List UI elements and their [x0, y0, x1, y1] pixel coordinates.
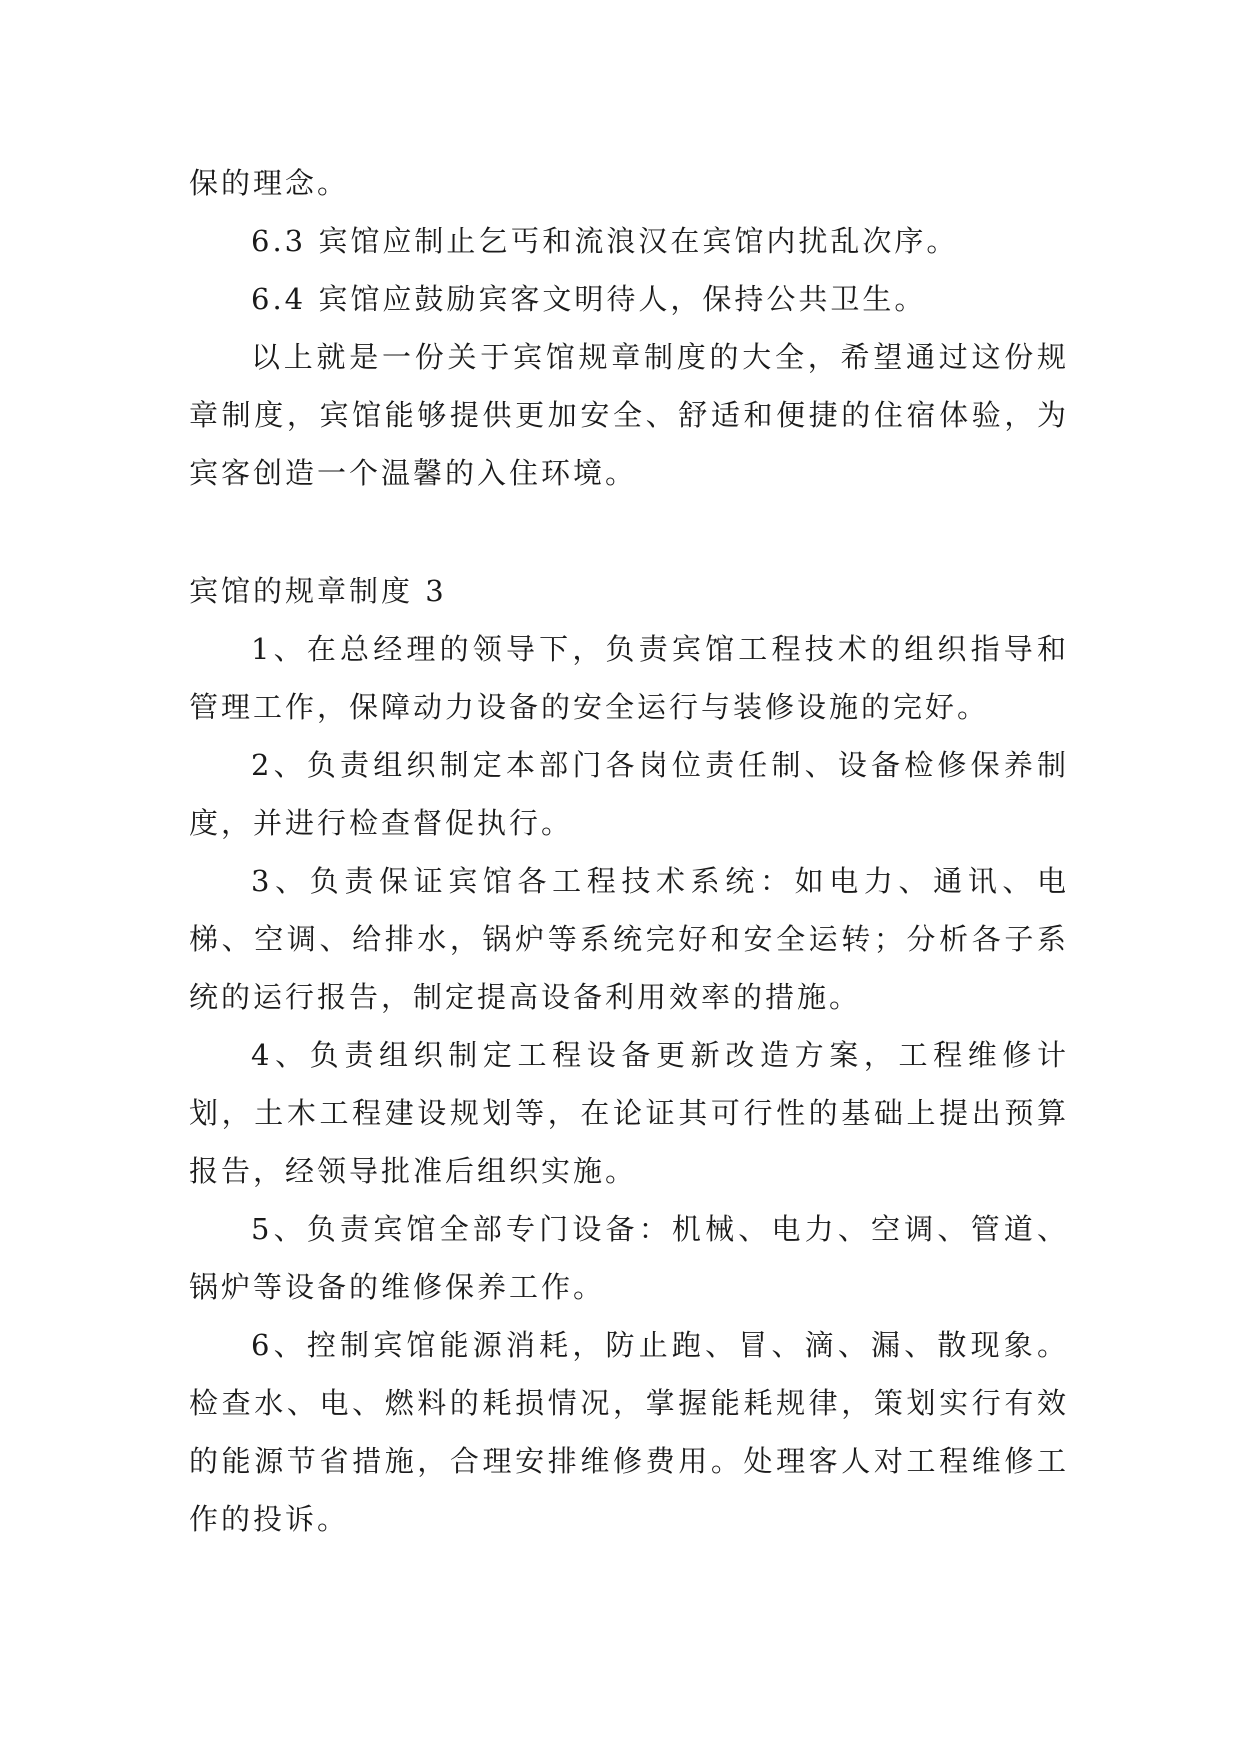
section-3-block	[189, 562, 1069, 1548]
section-title: 宾馆的规章制度 3	[189, 574, 447, 608]
section-item-2: 2、负责组织制定本部门各岗位责任制、设备检修保养制度，并进行检查督促执行。	[189, 748, 1069, 840]
section-item-1: 1、在总经理的领导下，负责宾馆工程技术的组织指导和管理工作，保障动力设备的安全运行与装修设施的完好。	[189, 632, 1069, 724]
paragraph-6-3: 6.3 宾馆应制止乞丐和流浪汉在宾馆内扰乱次序。	[251, 224, 959, 258]
section-item-6: 6、控制宾馆能源消耗，防止跑、冒、滴、漏、散现象。检查水、电、燃料的耗损情况，掌握能耗规律，策划实行有效的能源节省措施，合理安排维修费用。处理客人对工程维修工作的投诉。	[189, 1328, 1069, 1536]
section-item-3: 3、负责保证宾馆各工程技术系统：如电力、通讯、电梯、空调、给排水，锅炉等系统完好和安全运转；分析各子系统的运行报告，制定提高设备利用效率的措施。	[189, 864, 1069, 1014]
paragraph-summary: 以上就是一份关于宾馆规章制度的大全，希望通过这份规章制度，宾馆能够提供更加安全、舒适和便捷的住宿体验，为宾客创造一个温馨的入住环境。	[189, 340, 1069, 490]
paragraph-continuation: 保的理念。	[189, 166, 350, 200]
section-item-4: 4、负责组织制定工程设备更新改造方案，工程维修计划，土木工程建设规划等，在论证其可行性的基础上提出预算报告，经领导批准后组织实施。	[189, 1038, 1069, 1188]
paragraph-6-4: 6.4 宾馆应鼓励宾客文明待人，保持公共卫生。	[251, 282, 927, 316]
section-item-5: 5、负责宾馆全部专门设备：机械、电力、空调、管道、锅炉等设备的维修保养工作。	[189, 1212, 1069, 1304]
intro-text-block	[189, 154, 1069, 502]
